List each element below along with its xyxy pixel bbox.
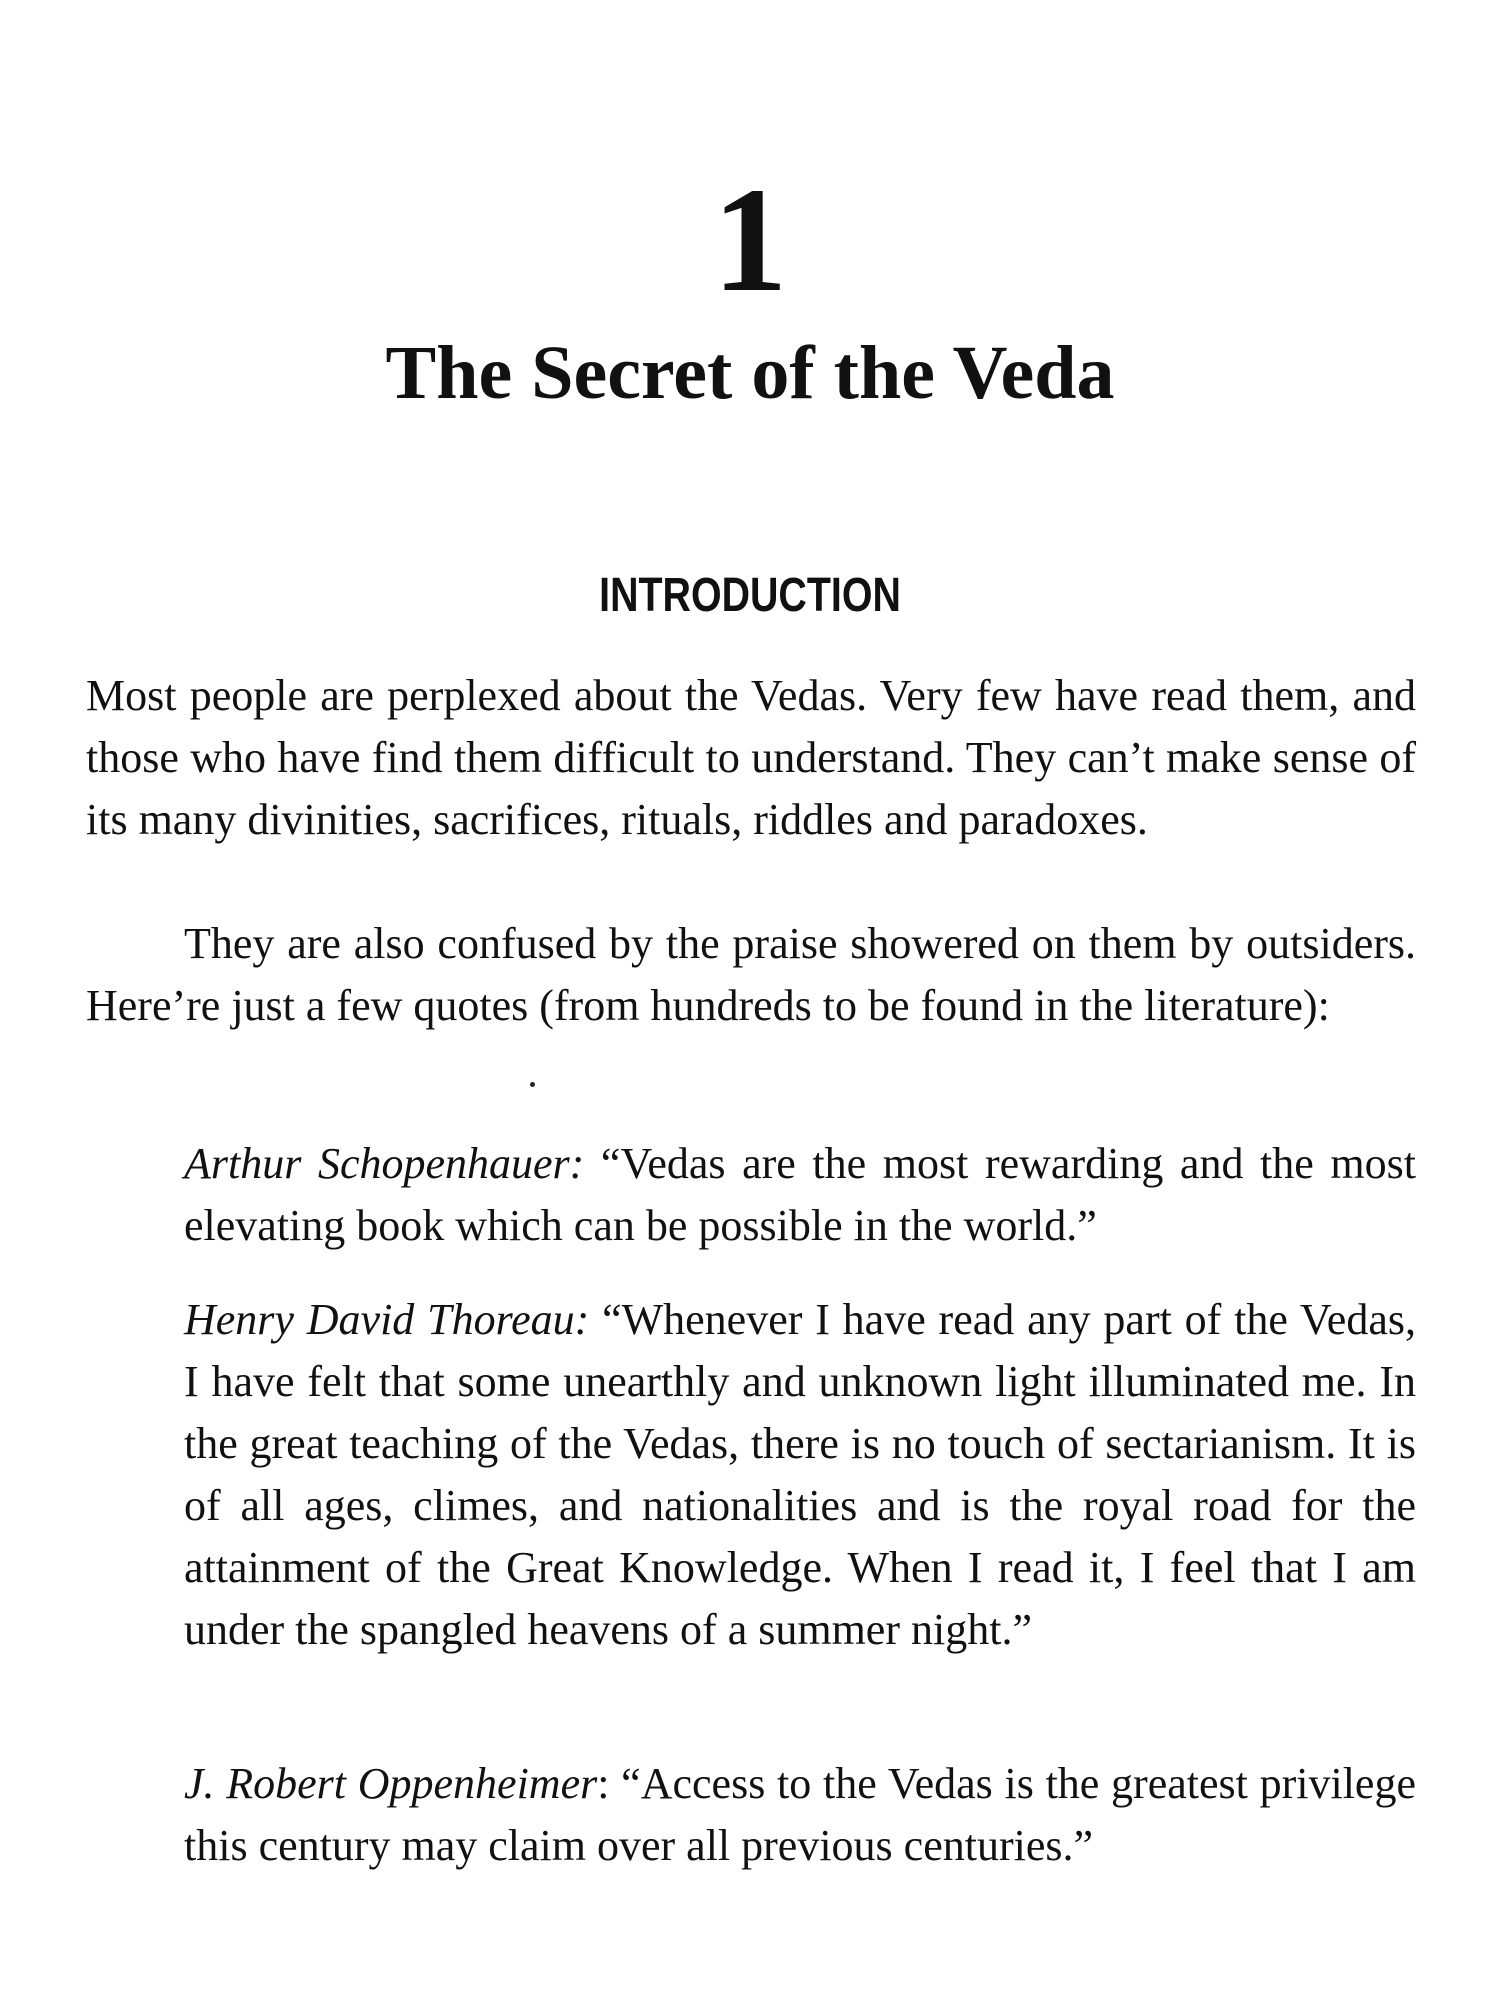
quote-author: Arthur Schopenhauer: bbox=[184, 1139, 585, 1188]
quote-text: “Whenever I have read any part of the Vedas, I have felt that some unearthly and unknown light illuminated me. In the great teaching of the Vedas, there is no touch of sectarianism. It is of all ages, climes, and nationalities and is the royal road for the attainment of the Great Knowledge. When I read it, I feel that I am under the spangled heavens of a summer night.” bbox=[184, 1295, 1416, 1654]
chapter-title: The Secret of the Veda bbox=[385, 331, 1115, 415]
paragraph-1: Most people are perplexed about the Vedas. Very few have read them, and those who have find them difficult to understand. They can’t make sense of its many divinities, sacrifices, rituals, riddles and paradoxes. bbox=[86, 671, 1416, 844]
paragraph-2: They are also confused by the praise showered on them by outsiders. Here’re just a few quotes (from hundreds to be found in the literature): bbox=[86, 919, 1416, 1030]
quote-schopenhauer bbox=[184, 1133, 1416, 1257]
stray-mark bbox=[530, 1082, 535, 1087]
quote-oppenheimer bbox=[184, 1753, 1416, 1877]
quote-author: J. Robert Oppenheimer bbox=[184, 1759, 598, 1808]
chapter-number: 1 bbox=[712, 157, 788, 323]
quote-author: Henry David Thoreau: bbox=[184, 1295, 590, 1344]
section-heading: INTRODUCTION bbox=[599, 569, 901, 622]
quote-text: “Vedas are the most rewarding and the most elevating book which can be possible in the world.” bbox=[184, 1139, 1416, 1250]
quote-thoreau bbox=[184, 1289, 1416, 1661]
quote-text: : “Access to the Vedas is the greatest privilege this century may claim over all previous centuries.” bbox=[184, 1759, 1416, 1870]
